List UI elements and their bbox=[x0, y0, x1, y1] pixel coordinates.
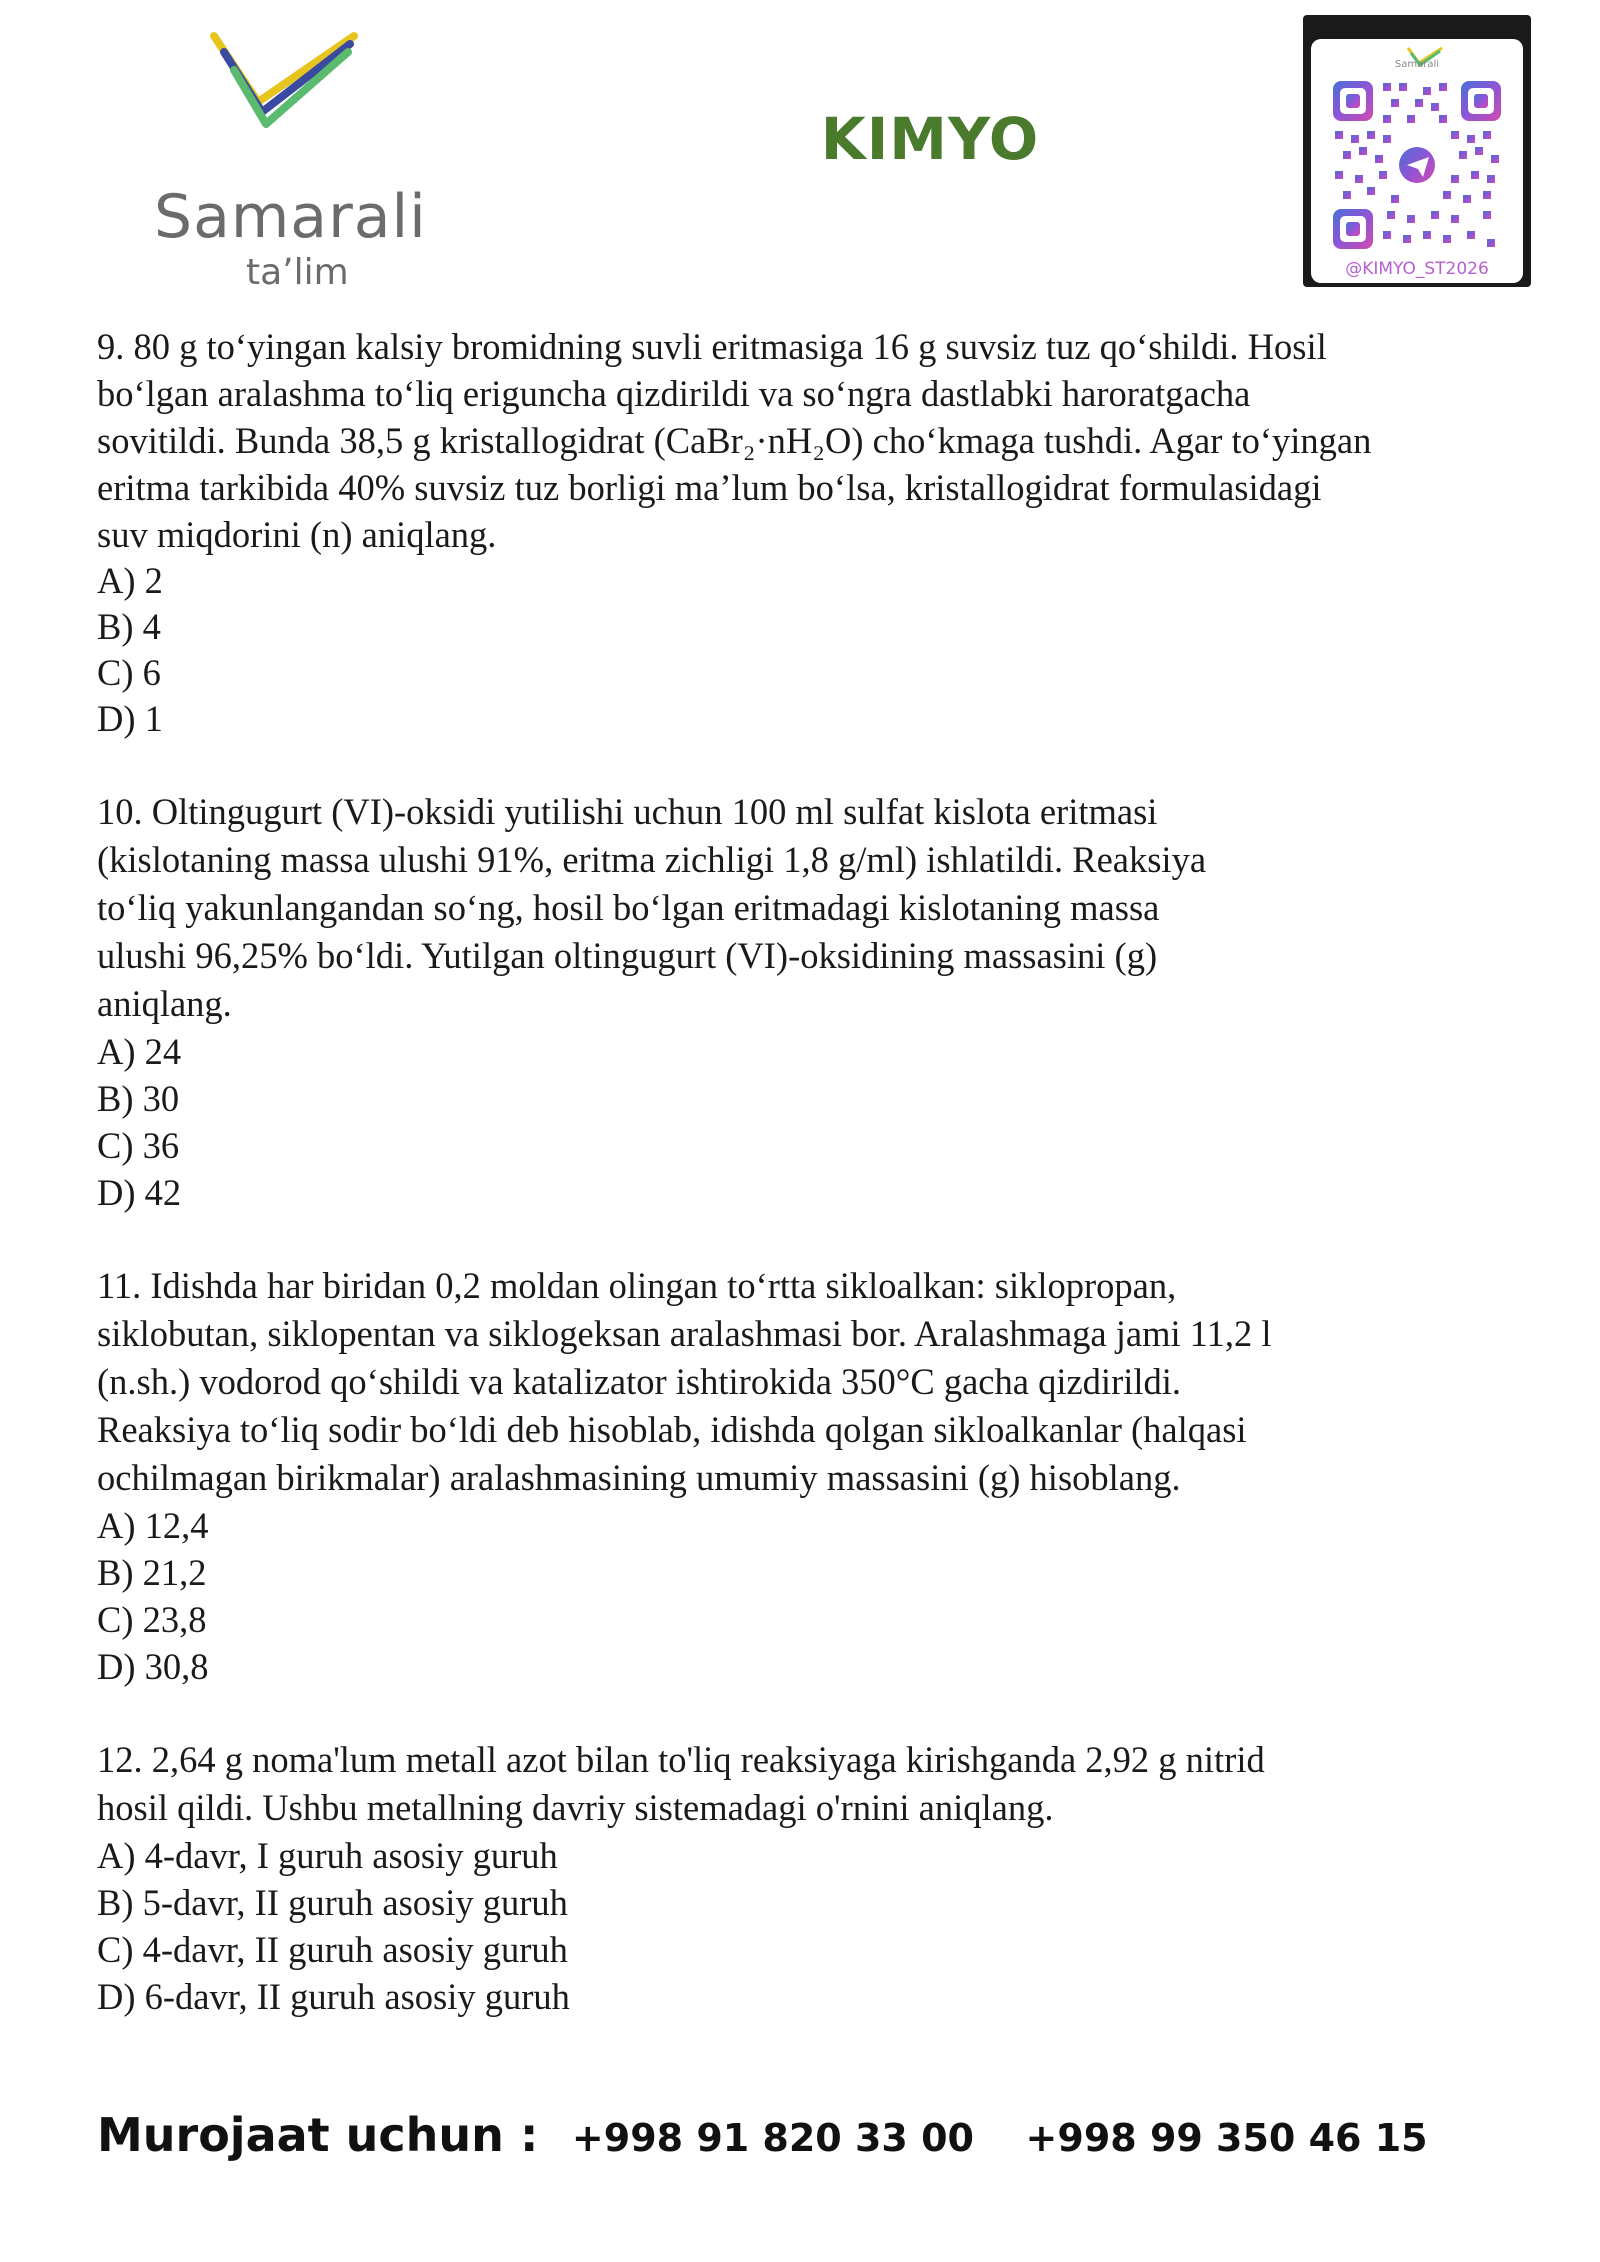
question-line: 11. Idishda har biridan 0,2 moldan olingan to‘rtta sikloalkan: siklopropan, bbox=[97, 1265, 1177, 1306]
qr-panel bbox=[1311, 39, 1523, 283]
answer-option-d: D) 6-davr, II guruh asosiy guruh bbox=[97, 1976, 570, 2017]
question-11 bbox=[97, 1262, 1537, 1690]
logo-subtitle: ta’lim bbox=[246, 252, 349, 293]
phone-number-1[interactable]: +998 91 820 33 00 bbox=[571, 2116, 974, 2160]
answer-option-b: B) 30 bbox=[97, 1078, 180, 1119]
questions-content bbox=[97, 323, 1537, 2066]
question-line: (n.sh.) vodorod qo‘shildi va katalizator ishtirokida 350°C gacha qizdirildi. bbox=[97, 1361, 1182, 1402]
samarali-logo bbox=[140, 30, 480, 300]
qr-code-icon[interactable] bbox=[1333, 81, 1501, 249]
logo-name: Samarali bbox=[154, 182, 427, 252]
answer-option-a: A) 24 bbox=[97, 1031, 182, 1072]
question-12 bbox=[97, 1736, 1537, 2020]
question-line: sovitildi. Bunda 38,5 g kristallogidrat (CaBr₂·nH₂O) cho‘kmaga tushdi. Agar to‘yingan bbox=[97, 420, 1372, 461]
answer-option-a: A) 12,4 bbox=[97, 1505, 209, 1546]
contact-label: Murojaat uchun : bbox=[97, 2108, 539, 2162]
qr-handle: @KIMYO_ST2026 bbox=[1345, 259, 1489, 279]
question-line: 12. 2,64 g noma'lum metall azot bilan to'liq reaksiyaga kirishganda 2,92 g nitrid bbox=[97, 1739, 1265, 1780]
contact-footer bbox=[97, 2108, 1537, 2162]
samarali-checkmark-icon bbox=[210, 30, 360, 130]
qr-brand: Samarali bbox=[1394, 59, 1440, 70]
answer-option-d: D) 30,8 bbox=[97, 1646, 209, 1687]
question-line: 9. 80 g to‘yingan kalsiy bromidning suvli eritmasiga 16 g suvsiz tuz qo‘shildi. Hosil bbox=[97, 326, 1327, 367]
question-line: siklobutan, siklopentan va siklogeksan aralashmasi bor. Aralashmaga jami 11,2 l bbox=[97, 1313, 1272, 1354]
question-line: to‘liq yakunlangandan so‘ng, hosil bo‘lgan eritmadagi kislotaning massa bbox=[97, 887, 1160, 928]
question-line: ulushi 96,25% bo‘ldi. Yutilgan oltingugurt (VI)-oksidining massasini (g) bbox=[97, 935, 1158, 976]
question-line: hosil qildi. Ushbu metallning davriy sistemadagi o'rnini aniqlang. bbox=[97, 1787, 1054, 1828]
question-9 bbox=[97, 323, 1537, 742]
question-line: (kislotaning massa ulushi 91%, eritma zichligi 1,8 g/ml) ishlatildi. Reaksiya bbox=[97, 839, 1207, 880]
question-line: ochilmagan birikmalar) aralashmasining umumiy massasini (g) hisoblang. bbox=[97, 1457, 1181, 1498]
answer-option-a: A) 2 bbox=[97, 560, 163, 601]
answer-option-c: C) 36 bbox=[97, 1125, 180, 1166]
answer-option-d: D) 1 bbox=[97, 698, 163, 739]
answer-option-b: B) 5-davr, II guruh asosiy guruh bbox=[97, 1882, 568, 1923]
answer-option-a: A) 4-davr, I guruh asosiy guruh bbox=[97, 1835, 558, 1876]
answer-option-b: B) 4 bbox=[97, 606, 161, 647]
answer-option-c: C) 6 bbox=[97, 652, 161, 693]
subject-title: KIMYO bbox=[820, 105, 1040, 173]
question-line: eritma tarkibida 40% suvsiz tuz borligi ma’lum bo‘lsa, kristallogidrat formulasidagi bbox=[97, 467, 1322, 508]
answer-option-b: B) 21,2 bbox=[97, 1552, 207, 1593]
question-line: suv miqdorini (n) aniqlang. bbox=[97, 514, 497, 555]
question-line: 10. Oltingugurt (VI)-oksidi yutilishi uchun 100 ml sulfat kislota eritmasi bbox=[97, 791, 1158, 832]
question-line: Reaksiya to‘liq sodir bo‘ldi deb hisoblab, idishda qolgan sikloalkanlar (halqasi bbox=[97, 1409, 1247, 1450]
question-10 bbox=[97, 788, 1537, 1216]
qr-card bbox=[1303, 15, 1531, 287]
question-line: aniqlang. bbox=[97, 983, 232, 1024]
question-line: bo‘lgan aralashma to‘liq eriguncha qizdirildi va so‘ngra dastlabki haroratgacha bbox=[97, 373, 1251, 414]
phone-number-2[interactable]: +998 99 350 46 15 bbox=[1025, 2116, 1428, 2160]
answer-option-d: D) 42 bbox=[97, 1172, 182, 1213]
answer-option-c: C) 23,8 bbox=[97, 1599, 207, 1640]
answer-option-c: C) 4-davr, II guruh asosiy guruh bbox=[97, 1929, 568, 1970]
